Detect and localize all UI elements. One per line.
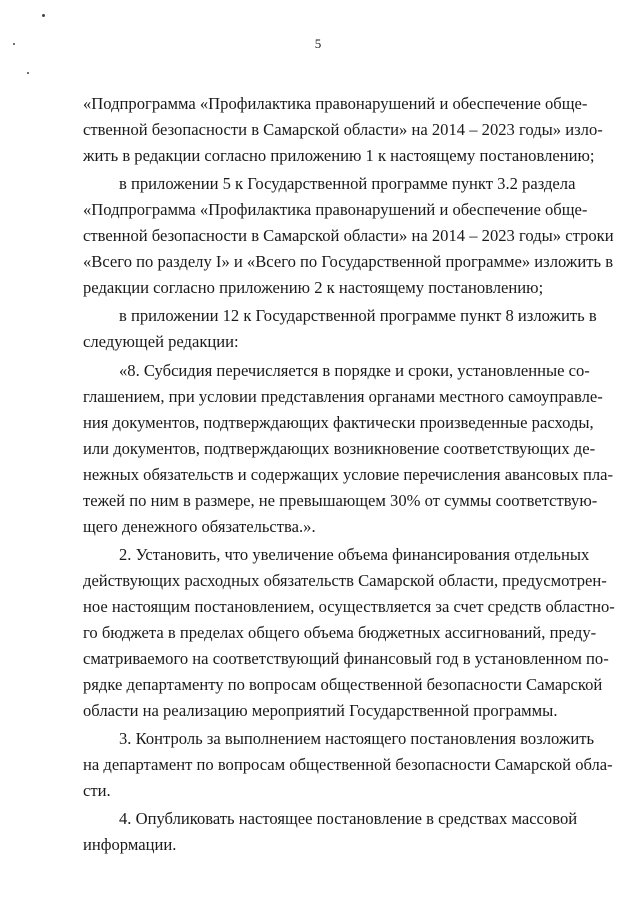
paragraph bbox=[83, 91, 603, 169]
paragraph bbox=[83, 358, 614, 540]
paragraph bbox=[83, 726, 613, 804]
text-line: 2. Установить, что увеличение объема финансирования отдельных bbox=[119, 544, 590, 564]
text-line: ное настоящим постановлением, осуществляется за счет средств областно- bbox=[83, 596, 615, 616]
text-line: действующих расходных обязательств Самарской области, предусмотрен- bbox=[83, 570, 607, 590]
text-line: щего денежного обязательства.». bbox=[83, 516, 316, 536]
text-line: области на реализацию мероприятий Государственной программы. bbox=[83, 700, 558, 720]
text-line: в приложении 12 к Государственной программе пункт 8 изложить в bbox=[119, 306, 597, 326]
text-line: рядке департаменту по вопросам общественной безопасности Самарской bbox=[83, 674, 603, 694]
text-line: нежных обязательств и содержащих условие перечисления авансовых пла- bbox=[83, 464, 614, 484]
text-line: ственной безопасности в Самарской области» на 2014 – 2023 годы» изло- bbox=[83, 120, 603, 139]
text-line: «Подпрограмма «Профилактика правонарушений и обеспечение обще- bbox=[83, 94, 588, 113]
text-line: сматриваемого на соответствующий финансовый год в установленном по- bbox=[83, 648, 609, 668]
paragraph bbox=[83, 806, 578, 858]
text-line: «8. Субсидия перечисляется в порядке и сроки, установленные со- bbox=[119, 360, 590, 380]
text-line: или документов, подтверждающих возникновение соответствующих де- bbox=[83, 438, 596, 458]
text-line: на департамент по вопросам общественной безопасности Самарской обла- bbox=[83, 754, 613, 774]
text-line: «Всего по разделу I» и «Всего по Государственной программе» изложить в bbox=[83, 252, 614, 272]
text-line: го бюджета в пределах общего объема бюджетных ассигнований, преду- bbox=[83, 622, 597, 642]
text-line: 3. Контроль за выполнением настоящего постановления возложить bbox=[119, 728, 595, 748]
text-line: жить в редакции согласно приложению 1 к настоящему постановлению; bbox=[83, 146, 595, 165]
text-line: информации. bbox=[83, 835, 177, 855]
paragraph bbox=[83, 303, 597, 355]
scan-speck bbox=[42, 14, 45, 17]
text-line: ния документов, подтверждающих фактически произведенные расходы, bbox=[83, 412, 594, 432]
text-line: тежей по ним в размере, не превышающем 30% от суммы соответствую- bbox=[83, 490, 598, 510]
text-line: следующей редакции: bbox=[83, 332, 239, 352]
page-number: 5 bbox=[314, 36, 322, 51]
text-line: редакции согласно приложению 2 к настоящему постановлению; bbox=[83, 278, 544, 298]
paragraph bbox=[83, 171, 614, 301]
text-line: ственной безопасности в Самарской области» на 2014 – 2023 годы» строки bbox=[83, 226, 614, 246]
text-line: «Подпрограмма «Профилактика правонарушений и обеспечение обще- bbox=[83, 200, 588, 220]
document-body bbox=[83, 91, 615, 860]
scan-speck bbox=[27, 72, 29, 74]
text-line: глашением, при условии представления органами местного самоуправле- bbox=[83, 386, 603, 406]
paragraph bbox=[83, 542, 615, 724]
text-line: сти. bbox=[83, 780, 111, 800]
text-line: 4. Опубликовать настоящее постановление в средствах массовой bbox=[119, 809, 578, 829]
text-line: в приложении 5 к Государственной программе пункт 3.2 раздела bbox=[119, 174, 576, 194]
